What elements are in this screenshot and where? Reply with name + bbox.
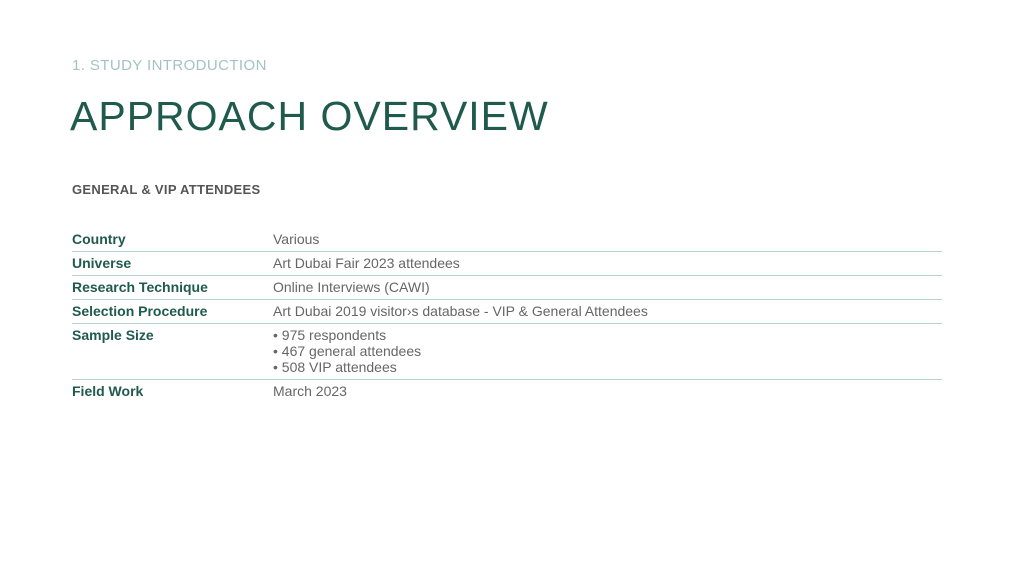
- row-universe: [72, 252, 942, 276]
- row-label-field-work: Field Work: [72, 383, 144, 399]
- row-value-field-work: March 2023: [273, 383, 347, 399]
- sample-size-list: [273, 327, 942, 375]
- list-item: • 467 general attendees: [273, 343, 942, 359]
- subheading: GENERAL & VIP ATTENDEES: [72, 182, 261, 197]
- row-country: [72, 228, 942, 252]
- row-label-country: Country: [72, 231, 126, 247]
- row-value-universe: Art Dubai Fair 2023 attendees: [273, 255, 460, 271]
- details-table: [72, 228, 942, 403]
- row-selection-procedure: [72, 300, 942, 324]
- row-label-sample-size: Sample Size: [72, 327, 154, 343]
- row-value-sample-size: [273, 327, 942, 375]
- page-title: APPROACH OVERVIEW: [70, 93, 549, 139]
- row-label-universe: Universe: [72, 255, 132, 271]
- row-label-research-technique: Research Technique: [72, 279, 208, 295]
- row-value-research-technique: Online Interviews (CAWI): [273, 279, 430, 295]
- row-value-country: Various: [273, 231, 320, 247]
- list-item: • 508 VIP attendees: [273, 359, 942, 375]
- section-label: 1. STUDY INTRODUCTION: [72, 57, 267, 74]
- row-sample-size: [72, 324, 942, 380]
- list-item: • 975 respondents: [273, 327, 942, 343]
- row-value-selection-procedure: Art Dubai 2019 visitor›s database - VIP & General Attendees: [273, 303, 648, 319]
- row-label-selection-procedure: Selection Procedure: [72, 303, 208, 319]
- row-field-work: [72, 380, 942, 403]
- row-research-technique: [72, 276, 942, 300]
